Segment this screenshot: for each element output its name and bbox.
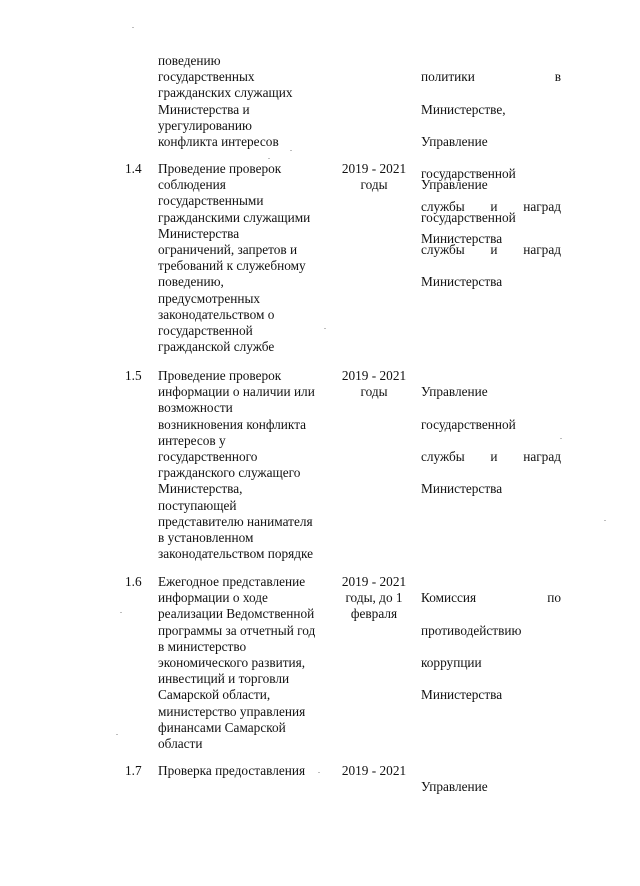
responsible-line: коррупции [421, 655, 482, 671]
row-number: 1.6 [125, 574, 142, 589]
row-description: Проведение проверок соблюдения государственными гражданскими служащими Министерства ограничений, запретов и требований к служебному поведению, предусмотренных законодательством о государственной гражданской службе [158, 161, 311, 355]
scan-speck [268, 158, 270, 159]
responsible-line: Комиссия по [421, 590, 561, 606]
scan-speck [604, 520, 606, 521]
row-description: Проверка предоставления [158, 763, 306, 778]
responsible-line: Министерства [421, 481, 503, 497]
row-deadline: 2019 - 2021 годы [341, 368, 407, 400]
scan-speck [324, 328, 326, 329]
responsible-line: Управление [421, 779, 488, 795]
responsible-line: Министерства [421, 231, 503, 247]
responsible-line: Управление [421, 384, 488, 400]
responsible-line: Министерства [421, 687, 503, 703]
row-number: 1.4 [125, 161, 142, 176]
scan-speck [120, 612, 122, 613]
row-number: 1.7 [125, 763, 142, 778]
scan-speck [318, 772, 320, 773]
row-deadline: 2019 - 2021 [341, 763, 407, 778]
scan-speck [132, 27, 134, 28]
responsible-line: службы и наград [421, 198, 561, 214]
row-responsible [421, 368, 561, 514]
scan-speck [116, 734, 118, 735]
responsible-line: службы и наград [421, 449, 561, 465]
scan-speck [290, 150, 292, 151]
responsible-line: Министерства [421, 274, 503, 290]
responsible-line: службы и наград [421, 242, 561, 258]
responsible-line: государственной [421, 166, 516, 182]
row-responsible [421, 763, 561, 812]
scan-speck [560, 438, 562, 439]
row-description: Проведение проверок информации о наличии или возможности возникновения конфликта интересов у государственного гражданского служащего Министерства, поступающей представителю нанимателя в установленном законодательством порядке [158, 368, 315, 562]
row-deadline: 2019 - 2021 годы, до 1 февраля [341, 574, 407, 622]
responsible-line: Управление [421, 177, 488, 193]
responsible-line: противодействию [421, 622, 522, 638]
continued-row-description: поведению государственных гражданских служащих Министерства и урегулированию конфликта интересов [158, 53, 293, 150]
responsible-line: политики в [421, 69, 561, 85]
row-description: Ежегодное представление информации о ходе реализации Ведомственной программы за отчетный год в министерство экономического развития, инвестиций и торговли Самарской области, министерство управления финансами Самарской области [158, 574, 316, 752]
responsible-line: Министерстве, [421, 101, 506, 117]
responsible-line: государственной [421, 416, 516, 432]
row-responsible [421, 574, 561, 720]
responsible-line: Управление [421, 134, 488, 150]
row-number: 1.5 [125, 368, 142, 383]
responsible-line: государственной [421, 209, 516, 225]
row-responsible [421, 161, 561, 307]
row-deadline: 2019 - 2021 годы [341, 161, 407, 193]
